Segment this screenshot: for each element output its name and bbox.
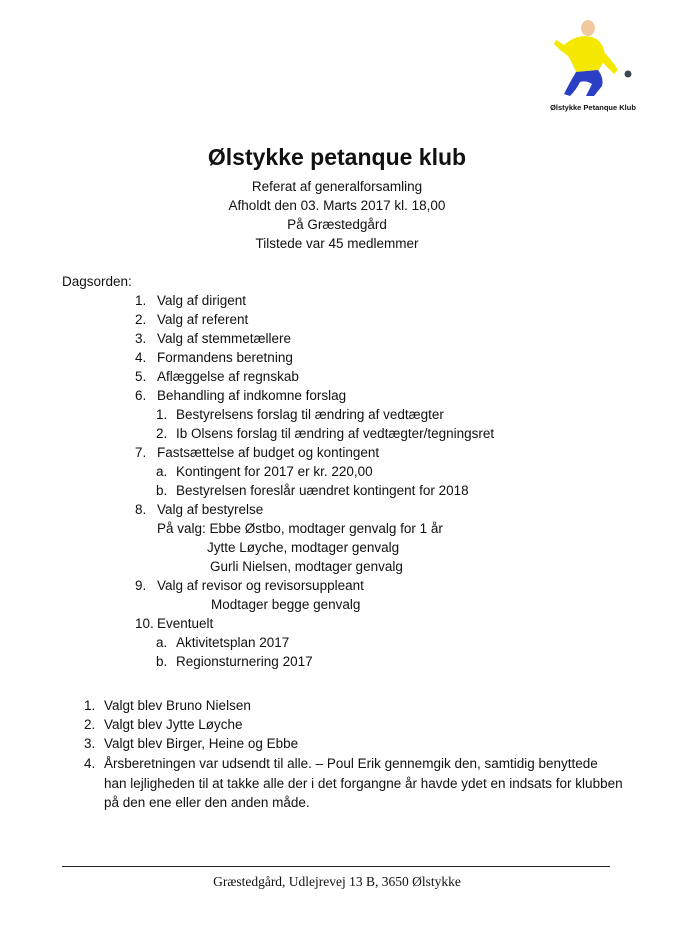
result-paragraph: Årsberetningen var udsendt til alle. – Poul Erik gennemgik den, samtidig benyttede han lejligheden til at takke alle der i det forgangne år havde ydet en indsats for klubben på den ene eller den anden måde. bbox=[104, 756, 623, 810]
agenda-item bbox=[135, 444, 379, 462]
agenda-item bbox=[135, 368, 299, 386]
item-text: Modtager begge genvalg bbox=[211, 597, 361, 612]
agenda-subitem bbox=[156, 406, 444, 424]
candidate-line bbox=[210, 558, 403, 576]
item-text: Fastsættelse af budget og kontingent bbox=[157, 445, 380, 460]
result-item bbox=[84, 716, 243, 734]
item-text: Jytte Løyche, modtager genvalg bbox=[207, 540, 400, 555]
item-number: b. bbox=[156, 654, 168, 669]
item-text: Valg af dirigent bbox=[157, 293, 247, 308]
club-logo bbox=[538, 16, 648, 116]
item-number: b. bbox=[156, 483, 168, 498]
item-number: 1. bbox=[156, 407, 168, 422]
item-text: Kontingent for 2017 er kr. 220,00 bbox=[176, 464, 373, 479]
item-text: Valg af bestyrelse bbox=[157, 502, 264, 517]
item-number: 10. bbox=[135, 616, 154, 631]
item-text: Valgt blev Birger, Heine og Ebbe bbox=[104, 736, 299, 751]
item-number: 3. bbox=[135, 331, 147, 346]
agenda-item bbox=[135, 577, 364, 595]
item-text: Aktivitetsplan 2017 bbox=[176, 635, 290, 650]
item-number: 1. bbox=[84, 698, 96, 713]
result-item bbox=[84, 735, 298, 753]
agenda-item bbox=[135, 615, 213, 633]
item-number: 2. bbox=[135, 312, 147, 327]
item-text: Gurli Nielsen, modtager genvalg bbox=[210, 559, 403, 574]
item-text: Valg af revisor og revisorsuppleant bbox=[157, 578, 364, 593]
agenda-item bbox=[135, 292, 246, 310]
agenda-item bbox=[135, 501, 263, 519]
agenda-subitem bbox=[156, 482, 469, 500]
item-text: Bestyrelsen foreslår uændret kontingent for 2018 bbox=[176, 483, 469, 498]
result-item bbox=[84, 697, 251, 715]
agenda-subitem bbox=[156, 425, 494, 443]
item-text: Regionsturnering 2017 bbox=[176, 654, 313, 669]
subtitle-line-3: På Græstedgård bbox=[287, 217, 387, 232]
item-text: Behandling af indkomne forslag bbox=[157, 388, 347, 403]
footer-divider bbox=[62, 866, 610, 867]
item-text: Valg af stemmetællere bbox=[157, 331, 292, 346]
candidate-line bbox=[207, 539, 399, 557]
item-text: Valg af referent bbox=[157, 312, 249, 327]
item-number: 2. bbox=[156, 426, 168, 441]
item-number: 1. bbox=[135, 293, 147, 308]
item-text: Bestyrelsens forslag til ændring af vedtægter bbox=[176, 407, 444, 422]
item-text: På valg: Ebbe Østbo, modtager genvalg for 1 år bbox=[157, 521, 443, 536]
item-text: Eventuelt bbox=[157, 616, 214, 631]
agenda-subitem bbox=[156, 653, 313, 671]
subtitle-line-4: Tilstede var 45 medlemmer bbox=[255, 236, 419, 251]
item-number: 2. bbox=[84, 717, 96, 732]
item-number: 4. bbox=[135, 350, 147, 365]
item-text: Valgt blev Jytte Løyche bbox=[104, 717, 243, 732]
agenda-item bbox=[135, 330, 291, 348]
subtitle-line-2: Afholdt den 03. Marts 2017 kl. 18,00 bbox=[228, 198, 446, 213]
item-number: 8. bbox=[135, 502, 147, 517]
agenda-item bbox=[135, 387, 346, 405]
item-number: 6. bbox=[135, 388, 147, 403]
item-number: 7. bbox=[135, 445, 147, 460]
item-text: Ib Olsens forslag til ændring af vedtægter/tegningsret bbox=[176, 426, 495, 441]
item-text: Valgt blev Bruno Nielsen bbox=[104, 698, 251, 713]
footer-address: Græstedgård, Udlejrevej 13 B, 3650 Ølstykke bbox=[213, 874, 461, 889]
agenda-heading: Dagsorden: bbox=[62, 274, 132, 289]
subtitle-line-1: Referat af generalforsamling bbox=[251, 179, 423, 194]
agenda-item bbox=[135, 311, 248, 329]
item-number: 9. bbox=[135, 578, 147, 593]
candidate-line bbox=[211, 596, 360, 614]
document-title: Ølstykke petanque klub bbox=[207, 144, 467, 170]
item-number: a. bbox=[156, 464, 168, 479]
petanque-player-icon bbox=[546, 16, 638, 104]
item-number: a. bbox=[156, 635, 168, 650]
result-item-number: 4. bbox=[84, 756, 96, 771]
item-text: Formandens beretning bbox=[157, 350, 293, 365]
agenda-item bbox=[135, 349, 293, 367]
candidate-line bbox=[157, 520, 443, 538]
item-text: Aflæggelse af regnskab bbox=[157, 369, 299, 384]
agenda-subitem bbox=[156, 634, 289, 652]
logo-caption: Ølstykke Petanque Klub bbox=[550, 103, 636, 112]
agenda-subitem bbox=[156, 463, 373, 481]
item-number: 5. bbox=[135, 369, 147, 384]
item-number: 3. bbox=[84, 736, 96, 751]
